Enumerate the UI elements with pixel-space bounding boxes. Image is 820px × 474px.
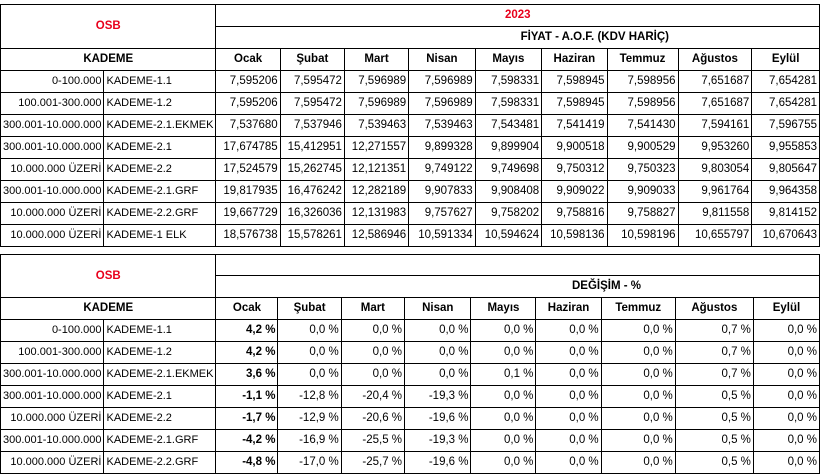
value-cell[interactable]: 0,0 % [405, 320, 471, 342]
value-cell[interactable]: 0,0 % [601, 342, 675, 364]
kademe-range[interactable]: 10.000.000 ÜZERİ [1, 452, 104, 474]
value-cell[interactable]: 7,541430 [607, 115, 678, 137]
value-cell[interactable]: 0,7 % [675, 364, 753, 386]
value-cell[interactable]: 12,282189 [344, 181, 408, 203]
value-cell[interactable]: 7,537946 [280, 115, 344, 137]
value-cell[interactable]: -1,1 % [216, 386, 278, 408]
kademe-name[interactable]: KADEME-1.1 [104, 71, 216, 93]
value-cell[interactable]: 0,1 % [471, 364, 536, 386]
kademe-range[interactable]: 300.001-10.000.000 [1, 386, 104, 408]
kademe-name[interactable]: KADEME-2.2 [104, 408, 216, 430]
blank-cell [216, 255, 820, 276]
value-cell[interactable]: 7,595472 [280, 71, 344, 93]
month-header: Mayıs [471, 298, 536, 320]
value-cell[interactable]: 7,598956 [607, 93, 678, 115]
table-row [1, 386, 820, 408]
value-cell[interactable]: 7,596755 [752, 115, 820, 137]
month-header: Ağustos [675, 298, 753, 320]
value-cell[interactable]: 10,598196 [607, 225, 678, 247]
value-cell[interactable]: 7,594161 [678, 115, 752, 137]
value-cell[interactable]: 0,0 % [536, 342, 601, 364]
value-cell[interactable]: 7,539463 [409, 115, 475, 137]
kademe-name[interactable]: KADEME-2.2 [104, 159, 216, 181]
value-cell[interactable]: 15,412951 [280, 137, 344, 159]
kademe-name[interactable]: KADEME-2.1 [104, 386, 216, 408]
kademe-name[interactable]: KADEME-1.2 [104, 342, 216, 364]
kademe-range[interactable]: 300.001-10.000.000 [1, 181, 104, 203]
value-cell[interactable]: 9,811558 [678, 203, 752, 225]
table-row [1, 115, 820, 137]
price-table [0, 4, 820, 247]
value-cell[interactable]: 0,0 % [753, 408, 819, 430]
value-cell[interactable]: 0,0 % [753, 386, 819, 408]
table-row [1, 408, 820, 430]
value-cell[interactable]: -19,3 % [405, 386, 471, 408]
value-cell[interactable]: 4,2 % [216, 342, 278, 364]
price-title: FİYAT - A.O.F. (KDV HARİÇ) [216, 27, 820, 49]
value-cell[interactable]: 0,7 % [675, 342, 753, 364]
value-cell[interactable]: 0,0 % [471, 452, 536, 474]
value-cell[interactable]: 0,0 % [536, 430, 601, 452]
table-row [1, 430, 820, 452]
kademe-range[interactable]: 10.000.000 ÜZERİ [1, 225, 104, 247]
value-cell[interactable]: 7,598945 [542, 71, 607, 93]
kademe-name[interactable]: KADEME-2.1.EKMEK [104, 364, 216, 386]
value-cell[interactable]: 16,326036 [280, 203, 344, 225]
value-cell[interactable]: 0,0 % [753, 430, 819, 452]
table-row [1, 137, 820, 159]
value-cell[interactable]: 0,0 % [278, 320, 341, 342]
value-cell[interactable]: 0,0 % [341, 320, 404, 342]
value-cell[interactable]: 0,0 % [601, 386, 675, 408]
value-cell[interactable]: 0,0 % [278, 364, 341, 386]
month-header: Ocak [216, 49, 280, 71]
value-cell[interactable]: 0,0 % [601, 430, 675, 452]
kademe-range[interactable]: 10.000.000 ÜZERİ [1, 408, 104, 430]
value-cell[interactable]: 0,0 % [341, 342, 404, 364]
value-cell[interactable]: 9,749698 [475, 159, 541, 181]
value-cell[interactable]: -20,4 % [341, 386, 404, 408]
table-row [1, 181, 820, 203]
kademe-name[interactable]: KADEME-2.2.GRF [104, 203, 216, 225]
value-cell[interactable]: 9,909022 [542, 181, 607, 203]
value-cell[interactable]: 7,596989 [344, 93, 408, 115]
kademe-header: KADEME [1, 298, 216, 320]
month-header: Temmuz [601, 298, 675, 320]
value-cell[interactable]: 0,0 % [471, 342, 536, 364]
table-row [1, 452, 820, 474]
osb-label: OSB [1, 5, 216, 49]
value-cell[interactable]: -4,2 % [216, 430, 278, 452]
value-cell[interactable]: 3,6 % [216, 364, 278, 386]
value-cell[interactable]: 16,476242 [280, 181, 344, 203]
kademe-range[interactable]: 300.001-10.000.000 [1, 364, 104, 386]
value-cell[interactable]: 0,0 % [536, 386, 601, 408]
value-cell[interactable]: 10,598136 [542, 225, 607, 247]
table-row [1, 159, 820, 181]
value-cell[interactable]: 9,758827 [607, 203, 678, 225]
year-label: 2023 [216, 5, 820, 27]
value-cell[interactable]: 19,817935 [216, 181, 280, 203]
value-cell[interactable]: 9,757627 [409, 203, 475, 225]
kademe-name[interactable]: KADEME-2.1.GRF [104, 430, 216, 452]
table-row [1, 93, 820, 115]
month-header: Ocak [216, 298, 278, 320]
value-cell[interactable]: 17,674785 [216, 137, 280, 159]
value-cell[interactable]: 0,0 % [753, 452, 819, 474]
value-cell[interactable]: 9,900518 [542, 137, 607, 159]
value-cell[interactable]: 0,0 % [405, 364, 471, 386]
month-header: Şubat [278, 298, 341, 320]
value-cell[interactable]: 0,0 % [536, 320, 601, 342]
month-header: Eylül [753, 298, 819, 320]
value-cell[interactable]: 9,899904 [475, 137, 541, 159]
value-cell[interactable]: 7,539463 [344, 115, 408, 137]
kademe-name[interactable]: KADEME-2.1 [104, 137, 216, 159]
value-cell[interactable]: 12,271557 [344, 137, 408, 159]
value-cell[interactable]: 0,0 % [753, 342, 819, 364]
value-cell[interactable]: -19,6 % [405, 452, 471, 474]
value-cell[interactable]: 7,598956 [607, 71, 678, 93]
value-cell[interactable]: 9,907833 [409, 181, 475, 203]
value-cell[interactable]: -20,6 % [341, 408, 404, 430]
kademe-range[interactable]: 0-100.000 [1, 320, 104, 342]
value-cell[interactable]: 9,814152 [752, 203, 820, 225]
value-cell[interactable]: 0,0 % [471, 386, 536, 408]
value-cell[interactable]: 9,909033 [607, 181, 678, 203]
value-cell[interactable]: 12,586946 [344, 225, 408, 247]
kademe-name[interactable]: KADEME-2.2.GRF [104, 452, 216, 474]
kademe-range[interactable]: 100.001-300.000 [1, 93, 104, 115]
change-title: DEĞİŞİM - % [216, 276, 820, 298]
value-cell[interactable]: 7,543481 [475, 115, 541, 137]
value-cell[interactable]: 0,0 % [753, 320, 819, 342]
value-cell[interactable]: -19,3 % [405, 430, 471, 452]
value-cell[interactable]: 4,2 % [216, 320, 278, 342]
kademe-range[interactable]: 300.001-10.000.000 [1, 430, 104, 452]
value-cell[interactable]: 0,5 % [675, 386, 753, 408]
table-row [1, 320, 820, 342]
value-cell[interactable]: 9,805647 [752, 159, 820, 181]
value-cell[interactable]: 7,595206 [216, 93, 280, 115]
value-cell[interactable]: 0,5 % [675, 452, 753, 474]
value-cell[interactable]: 0,0 % [536, 452, 601, 474]
value-cell[interactable]: -12,8 % [278, 386, 341, 408]
value-cell[interactable]: 0,0 % [601, 320, 675, 342]
value-cell[interactable]: 7,651687 [678, 93, 752, 115]
value-cell[interactable]: -1,7 % [216, 408, 278, 430]
value-cell[interactable]: 7,598331 [475, 93, 541, 115]
kademe-range[interactable]: 0-100.000 [1, 71, 104, 93]
table-row [1, 342, 820, 364]
value-cell[interactable]: 0,0 % [536, 408, 601, 430]
value-cell[interactable]: 0,0 % [278, 342, 341, 364]
month-header: Nisan [405, 298, 471, 320]
kademe-header: KADEME [1, 49, 216, 71]
kademe-range[interactable]: 10.000.000 ÜZERİ [1, 203, 104, 225]
value-cell[interactable]: -4,8 % [216, 452, 278, 474]
month-header: Haziran [536, 298, 601, 320]
value-cell[interactable]: 9,908408 [475, 181, 541, 203]
change-table [0, 254, 820, 474]
value-cell[interactable]: -17,0 % [278, 452, 341, 474]
value-cell[interactable]: -25,7 % [341, 452, 404, 474]
value-cell[interactable]: 15,578261 [280, 225, 344, 247]
value-cell[interactable]: 19,667729 [216, 203, 280, 225]
value-cell[interactable]: 9,900529 [607, 137, 678, 159]
table-row [1, 203, 820, 225]
value-cell[interactable]: 0,0 % [536, 364, 601, 386]
value-cell[interactable]: 7,654281 [752, 93, 820, 115]
value-cell[interactable]: 9,803054 [678, 159, 752, 181]
value-cell[interactable]: 9,899328 [409, 137, 475, 159]
value-cell[interactable]: -19,6 % [405, 408, 471, 430]
value-cell[interactable]: 9,750312 [542, 159, 607, 181]
value-cell[interactable]: 7,598945 [542, 93, 607, 115]
value-cell[interactable]: 7,541419 [542, 115, 607, 137]
value-cell[interactable]: 10,591334 [409, 225, 475, 247]
value-cell[interactable]: -25,5 % [341, 430, 404, 452]
value-cell[interactable]: 0,0 % [753, 364, 819, 386]
value-cell[interactable]: 0,0 % [341, 364, 404, 386]
kademe-name[interactable]: KADEME-1 ELK [104, 225, 216, 247]
month-header: Şubat [280, 49, 344, 71]
value-cell[interactable]: 9,749122 [409, 159, 475, 181]
value-cell[interactable]: 9,961764 [678, 181, 752, 203]
value-cell[interactable]: 0,0 % [471, 320, 536, 342]
table-row [1, 225, 820, 247]
kademe-name[interactable]: KADEME-1.1 [104, 320, 216, 342]
value-cell[interactable]: 9,953260 [678, 137, 752, 159]
value-cell[interactable]: 7,654281 [752, 71, 820, 93]
value-cell[interactable]: 18,576738 [216, 225, 280, 247]
value-cell[interactable]: 10,670643 [752, 225, 820, 247]
value-cell[interactable]: -16,9 % [278, 430, 341, 452]
month-header: Mayıs [475, 49, 541, 71]
value-cell[interactable]: 7,651687 [678, 71, 752, 93]
month-header: Temmuz [607, 49, 678, 71]
value-cell[interactable]: 0,0 % [405, 342, 471, 364]
value-cell[interactable]: 0,0 % [601, 452, 675, 474]
header-row [1, 49, 820, 71]
osb-label: OSB [1, 255, 216, 298]
month-header: Mart [341, 298, 404, 320]
value-cell[interactable]: 9,758202 [475, 203, 541, 225]
value-cell[interactable]: 0,5 % [675, 408, 753, 430]
table-row [1, 71, 820, 93]
kademe-name[interactable]: KADEME-2.1.EKMEK [104, 115, 216, 137]
value-cell[interactable]: 0,5 % [675, 430, 753, 452]
month-header: Nisan [409, 49, 475, 71]
value-cell[interactable]: 9,750323 [607, 159, 678, 181]
month-header: Eylül [752, 49, 820, 71]
value-cell[interactable]: 7,595206 [216, 71, 280, 93]
kademe-range[interactable]: 10.000.000 ÜZERİ [1, 159, 104, 181]
value-cell[interactable]: 7,596989 [409, 71, 475, 93]
value-cell[interactable]: 7,596989 [409, 93, 475, 115]
value-cell[interactable]: 10,655797 [678, 225, 752, 247]
value-cell[interactable]: 12,131983 [344, 203, 408, 225]
value-cell[interactable]: 10,594624 [475, 225, 541, 247]
table-row [1, 364, 820, 386]
value-cell[interactable]: 9,955853 [752, 137, 820, 159]
value-cell[interactable]: 0,0 % [471, 408, 536, 430]
month-header: Mart [344, 49, 408, 71]
month-header: Haziran [542, 49, 607, 71]
value-cell[interactable]: 17,524579 [216, 159, 280, 181]
value-cell[interactable]: 7,595472 [280, 93, 344, 115]
kademe-range[interactable]: 300.001-10.000.000 [1, 115, 104, 137]
value-cell[interactable]: 7,598331 [475, 71, 541, 93]
value-cell[interactable]: 0,0 % [601, 408, 675, 430]
value-cell[interactable]: 7,596989 [344, 71, 408, 93]
kademe-range[interactable]: 300.001-10.000.000 [1, 137, 104, 159]
kademe-name[interactable]: KADEME-1.2 [104, 93, 216, 115]
value-cell[interactable]: 0,0 % [471, 430, 536, 452]
value-cell[interactable]: 0,0 % [601, 364, 675, 386]
kademe-name[interactable]: KADEME-2.1.GRF [104, 181, 216, 203]
header-row [1, 298, 820, 320]
value-cell[interactable]: 12,121351 [344, 159, 408, 181]
value-cell[interactable]: 9,758816 [542, 203, 607, 225]
value-cell[interactable]: 0,7 % [675, 320, 753, 342]
kademe-range[interactable]: 100.001-300.000 [1, 342, 104, 364]
month-header: Ağustos [678, 49, 752, 71]
value-cell[interactable]: 9,964358 [752, 181, 820, 203]
value-cell[interactable]: 7,537680 [216, 115, 280, 137]
value-cell[interactable]: 15,262745 [280, 159, 344, 181]
value-cell[interactable]: -12,9 % [278, 408, 341, 430]
